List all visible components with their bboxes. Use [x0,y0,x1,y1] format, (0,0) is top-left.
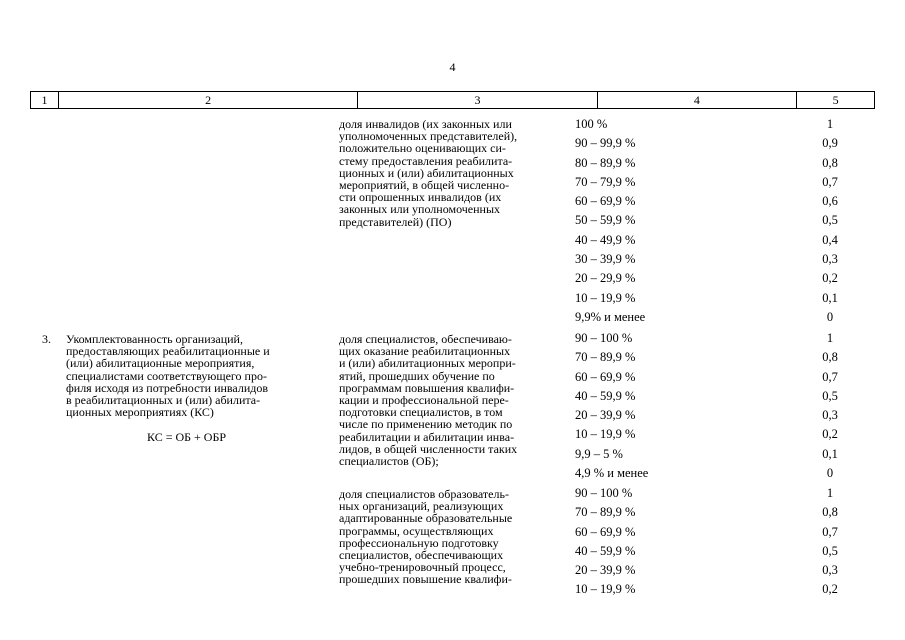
block3-scores [575,484,875,600]
block3-description [339,488,567,586]
description-line: числе по применению методик по [339,417,513,432]
range-value: 90 – 100 % [575,331,633,345]
range-value: 50 – 59,9 % [575,213,636,228]
score-value: 0,5 [822,213,838,228]
description-line: представителей) (ПО) [339,214,452,229]
score-value: 0,6 [822,194,838,209]
description-line: доля инвалидов (их законных или [339,117,512,131]
description-line: профессиональную подготовку [339,535,499,550]
score-value: 0,3 [822,408,838,423]
description-line: ных организаций, реализующих [339,499,504,514]
range-value: 20 – 39,9 % [575,563,636,578]
score-value: 0,7 [822,524,838,539]
table-header [30,91,875,109]
score-value: 1 [826,331,834,345]
score-row [575,289,875,308]
header-col-3: 3 [358,92,597,108]
page-number: 4 [449,60,456,74]
description-line: специалистов (ОБ); [339,454,439,469]
description-line: и (или) абилитационных меропри- [339,356,516,371]
description-line: сти опрошенных инвалидов (их [339,190,502,205]
header-col-2: 2 [59,92,358,108]
score-row [575,464,875,483]
score-row [575,308,875,327]
range-value: 80 – 89,9 % [575,155,636,170]
title-line: филя исходя из потребности инвалидов [66,380,269,395]
score-value: 0 [826,466,834,481]
score-value: 0,4 [822,232,838,247]
score-value: 0,5 [822,543,838,558]
item-number: 3. [42,332,51,346]
range-value: 70 – 89,9 % [575,505,636,520]
block2-description [339,333,567,467]
block1-scores [575,115,875,327]
range-value: 9,9% и менее [575,309,646,324]
description-line: ятий, прошедших обучение по [339,368,495,383]
score-value: 0,8 [822,505,838,520]
item3-title-lines [66,333,270,418]
range-value: 40 – 59,9 % [575,543,636,558]
title-line: специалистами соответствующего про- [66,368,267,383]
title-line: предоставляющих реабилитационные и [66,344,270,359]
score-row [575,484,875,503]
score-row [575,269,875,288]
score-value: 0,8 [822,350,838,365]
range-value: 70 – 79,9 % [575,174,636,189]
score-row [575,445,875,464]
score-value: 0,7 [822,369,838,384]
description-line: кации и профессиональной пере- [339,393,509,408]
range-value: 70 – 89,9 % [575,350,636,365]
score-row [575,211,875,230]
title-line: ционных мероприятиях (КС) [66,405,214,420]
title-line: (или) абилитационные мероприятия, [66,356,255,371]
range-value: 40 – 49,9 % [575,232,636,247]
description-line: программы, осуществляющих [339,523,494,538]
description-line: специалистов, обеспечивающих [339,548,504,563]
block1-description [339,118,567,228]
header-col-5: 5 [832,92,839,107]
score-row [575,192,875,211]
score-value: 0,5 [822,388,838,403]
description-line: учебно-тренировочный процесс, [339,560,506,575]
range-value: 20 – 39,9 % [575,408,636,423]
score-value: 0,7 [822,174,838,189]
score-value: 0,1 [822,446,838,461]
score-row [575,368,875,387]
score-row [575,348,875,367]
score-value: 0,2 [822,582,838,597]
description-line: доля специалистов образователь- [339,487,509,501]
score-value: 1 [826,486,834,500]
score-row [575,523,875,542]
score-value: 0,9 [822,136,838,151]
range-value: 20 – 29,9 % [575,271,636,286]
description-line: мероприятий, в общей численно- [339,178,510,193]
range-value: 10 – 19,9 % [575,427,636,442]
score-value: 0,3 [822,252,838,267]
range-value: 30 – 39,9 % [575,252,636,267]
score-row [575,580,875,599]
header-col-1: 1 [31,92,59,108]
range-value: 60 – 69,9 % [575,194,636,209]
score-row [575,250,875,269]
description-line: прошедших повышение квалифи- [339,572,512,587]
description-line: ционных и (или) абилитационных [339,165,514,180]
score-row [575,173,875,192]
description-line: адаптированные образовательные [339,511,513,526]
score-row [575,134,875,153]
score-row [575,231,875,250]
description-line: положительно оценивающих си- [339,141,506,156]
range-value: 90 – 99,9 % [575,136,636,151]
score-row [575,154,875,173]
range-value: 60 – 69,9 % [575,524,636,539]
range-value: 4,9 % и менее [575,466,649,481]
description-line: подготовки специалистов, в том [339,405,503,420]
score-value: 1 [826,117,834,131]
range-value: 10 – 19,9 % [575,582,636,597]
description-line: щих оказание реабилитационных [339,344,511,359]
score-row [575,542,875,561]
title-line: в реабилитационных и (или) абилита- [66,393,261,408]
description-line: законных или уполномоченных [339,202,501,217]
range-value: 100 % [575,117,608,131]
block2-scores [575,329,875,483]
description-line: стему предоставления реабилита- [339,153,513,168]
range-value: 90 – 100 % [575,486,633,500]
score-value: 0 [826,309,834,324]
score-value: 0,3 [822,563,838,578]
score-value: 0,2 [822,271,838,286]
description-line: реабилитации и абилитации инва- [339,429,515,444]
title-line: Укомплектованность организаций, [66,332,243,346]
score-row [575,115,875,134]
score-value: 0,8 [822,155,838,170]
formula: КС = ОБ + ОБР [147,430,227,444]
range-value: 60 – 69,9 % [575,369,636,384]
description-line: уполномоченных представителей), [339,129,518,144]
header-col-4: 4 [598,92,798,108]
score-row [575,387,875,406]
description-line: доля специалистов, обеспечиваю- [339,332,512,346]
description-line: программам повышения квалифи- [339,380,515,395]
score-row [575,561,875,580]
range-value: 10 – 19,9 % [575,290,636,305]
score-row [575,406,875,425]
score-value: 0,2 [822,427,838,442]
score-row [575,329,875,348]
score-row [575,425,875,444]
score-value: 0,1 [822,290,838,305]
range-value: 40 – 59,9 % [575,388,636,403]
description-line: лидов, в общей численности таких [339,441,518,456]
range-value: 9,9 – 5 % [575,446,623,461]
score-row [575,503,875,522]
